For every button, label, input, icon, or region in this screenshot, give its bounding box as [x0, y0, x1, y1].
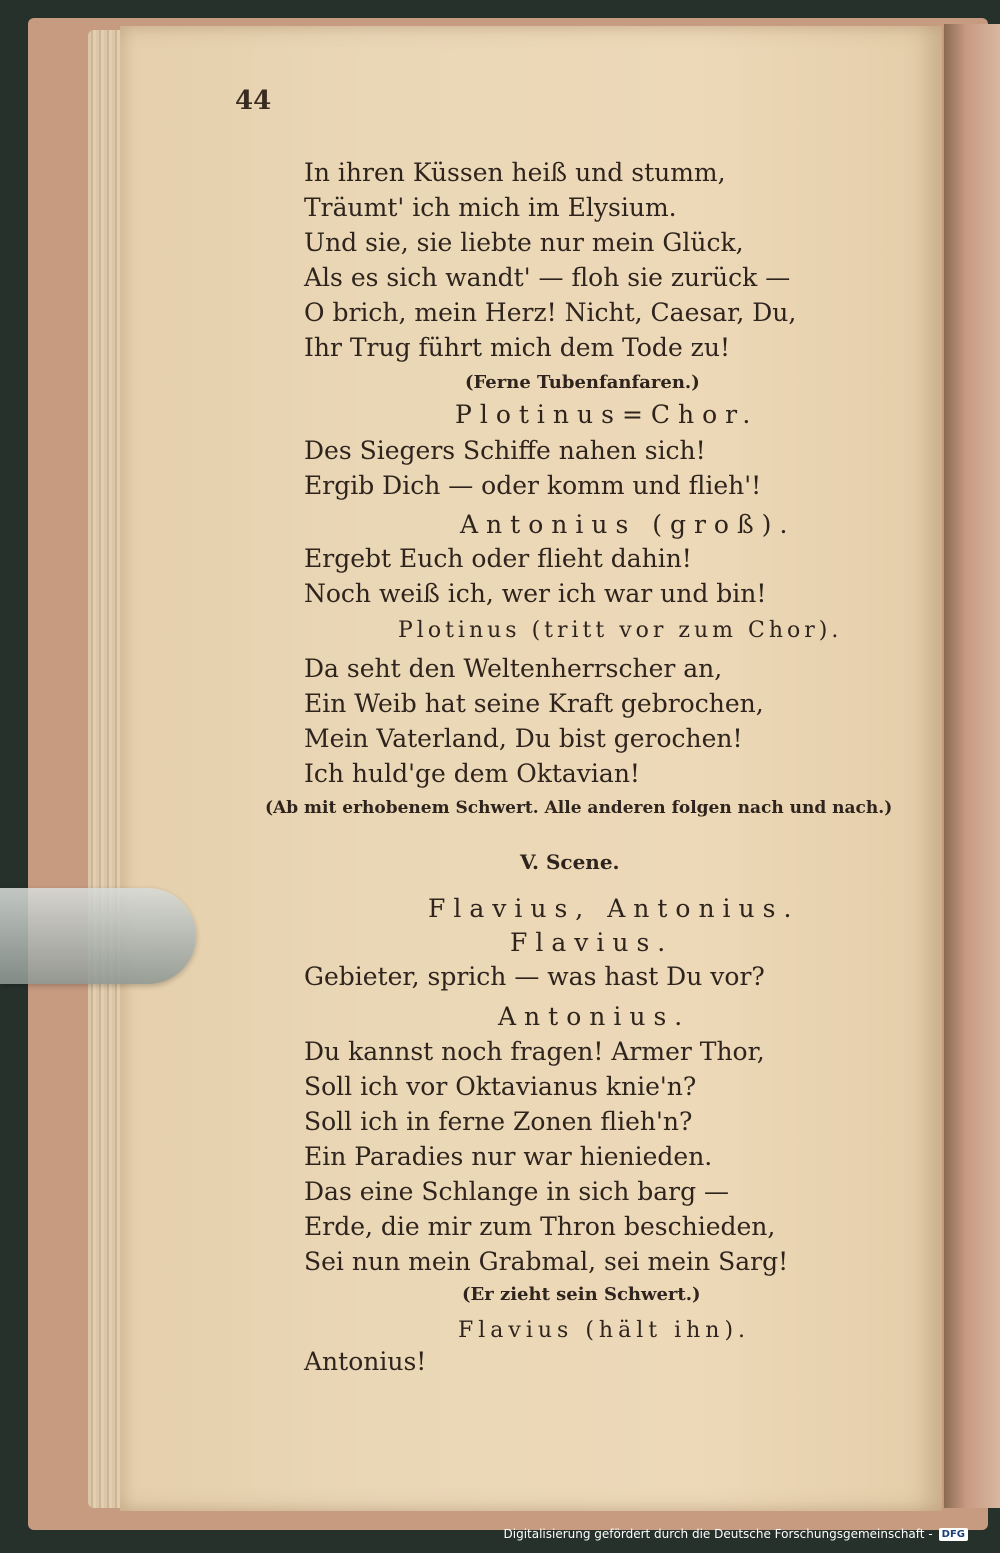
verse-line: Noch weiß ich, wer ich war und bin! [304, 579, 767, 608]
speaker-name: Antonius (groß). [460, 510, 796, 539]
page-number: 44 [235, 86, 272, 116]
stage-direction: (Ferne Tubenfanfaren.) [465, 372, 700, 393]
verse-line: O brich, mein Herz! Nicht, Caesar, Du, [304, 298, 797, 327]
speaker-list: Flavius, Antonius. [428, 894, 800, 923]
verse-line: Mein Vaterland, Du bist gerochen! [304, 724, 743, 753]
stage-direction: (Ab mit erhobenem Schwert. Alle anderen folgen nach und nach.) [265, 798, 893, 818]
verse-line: Erde, die mir zum Thron beschieden, [304, 1212, 776, 1241]
scene-heading: V. Scene. [520, 850, 620, 874]
verse-line: Des Siegers Schiffe nahen sich! [304, 436, 706, 465]
digitization-credit [504, 1527, 969, 1541]
verse-line: Soll ich vor Oktavianus knie'n? [304, 1072, 697, 1101]
verse-line: Antonius! [304, 1347, 427, 1376]
speaker-name: Plotinus=Chor. [455, 400, 759, 429]
verse-line: Und sie, sie liebte nur mein Glück, [304, 228, 744, 257]
credit-text: Digitalisierung gefördert durch die Deutsche Forschungsgemeinschaft - [503, 1527, 933, 1541]
stage-direction: (Er zieht sein Schwert.) [462, 1284, 701, 1305]
verse-line: Ergib Dich — oder komm und flieh'! [304, 471, 762, 500]
verse-line: Gebieter, sprich — was hast Du vor? [304, 962, 765, 991]
verse-line: In ihren Küssen heiß und stumm, [304, 158, 726, 187]
verse-line: Soll ich in ferne Zonen flieh'n? [304, 1107, 693, 1136]
verse-line: Ein Weib hat seine Kraft gebrochen, [304, 689, 764, 718]
verse-line: Du kannst noch fragen! Armer Thor, [304, 1037, 765, 1066]
verse-line: Ihr Trug führt mich dem Tode zu! [304, 333, 731, 362]
verse-line: Ich huld'ge dem Oktavian! [304, 759, 640, 788]
speaker-name: Plotinus (tritt vor zum Chor). [398, 618, 843, 643]
dfg-logo: DFG [939, 1528, 968, 1541]
speaker-name: Flavius (hält ihn). [458, 1318, 751, 1343]
verse-line: Ein Paradies nur war hienieden. [304, 1142, 713, 1171]
speaker-name: Flavius. [510, 928, 674, 957]
verse-line: Träumt' ich mich im Elysium. [304, 193, 677, 222]
verse-line: Ergebt Euch oder flieht dahin! [304, 544, 692, 573]
verse-line: Sei nun mein Grabmal, sei mein Sarg! [304, 1247, 789, 1276]
verse-line: Als es sich wandt' — floh sie zurück — [304, 263, 791, 292]
verse-line: Das eine Schlange in sich barg — [304, 1177, 730, 1206]
verse-line: Da seht den Weltenherrscher an, [304, 654, 723, 683]
speaker-name: Antonius. [498, 1002, 691, 1031]
